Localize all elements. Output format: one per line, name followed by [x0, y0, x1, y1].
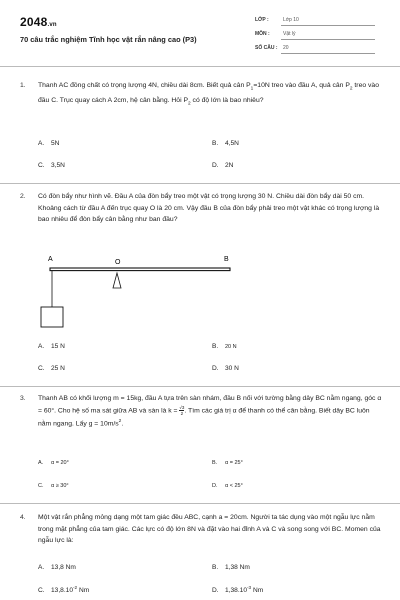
option-letter: B. [212, 140, 219, 147]
option-b[interactable] [212, 140, 239, 147]
option-text: α = 25° [225, 460, 243, 466]
option-b[interactable] [212, 343, 237, 350]
option-letter: B. [212, 460, 218, 466]
label-b: B [224, 256, 229, 263]
option-c[interactable] [38, 483, 69, 489]
option-letter: D. [212, 483, 218, 489]
option-text: 3,5N [51, 162, 65, 169]
option-a[interactable] [38, 343, 65, 350]
option-letter: C. [38, 587, 45, 595]
option-text: 30 N [225, 365, 239, 372]
page-header [0, 0, 400, 62]
pivot-triangle [113, 273, 121, 288]
question-text [38, 80, 383, 110]
question-number: 1. [20, 82, 26, 89]
option-a[interactable] [38, 140, 59, 147]
option-text: 13,8 Nm [51, 564, 76, 571]
fraction-denominator: 2 [180, 410, 184, 416]
meta-value: Lớp 10 [283, 17, 299, 23]
question-text-part: có độ lớn là bao nhiêu? [190, 96, 264, 104]
option-letter: D. [212, 587, 219, 595]
hanging-weight [41, 307, 63, 327]
option-d[interactable] [212, 585, 263, 594]
logo-suffix: .vn [47, 22, 57, 28]
superscript: 2 [118, 419, 122, 425]
fraction-numerator: √3 [179, 404, 185, 410]
meta-value: Vật lý [283, 31, 296, 37]
superscript: -3 [247, 585, 252, 590]
option-text: α < 25° [225, 483, 243, 489]
meta-class [255, 14, 375, 26]
option-d[interactable] [212, 162, 233, 169]
option-d[interactable] [212, 365, 239, 372]
option-letter: C. [38, 483, 44, 489]
option-text: 1,38 Nm [225, 564, 250, 571]
meta-underline [281, 53, 375, 54]
option-letter: D. [212, 365, 219, 372]
meta-subject [255, 28, 375, 40]
option-letter: A. [38, 140, 45, 147]
label-a: A [48, 256, 53, 263]
option-text: α = 20° [51, 460, 69, 466]
question-number: 3. [20, 395, 26, 402]
meta-underline [281, 25, 375, 26]
divider [0, 503, 400, 504]
option-letter: D. [212, 162, 219, 169]
document-title: 70 câu trắc nghiệm Tĩnh học vật rắn nâng cao (P3) [20, 35, 197, 44]
option-letter: A. [38, 460, 44, 466]
question-text-part: =10N treo vào đầu A, quả cân P [253, 82, 350, 89]
divider [0, 66, 400, 67]
logo-text: 2048 [20, 15, 48, 29]
meta-label: LỚP : [255, 17, 269, 23]
option-letter: C. [38, 365, 45, 372]
option-text: 20 N [225, 344, 237, 350]
meta-label: SỐ CÂU : [255, 45, 278, 51]
question-text: Một vật rắn phẳng mỏng dạng một tam giác đều ABC, cạnh a = 20cm. Người ta tác dụng vào một ngẫu lực nằm trong mặt phẳng của tam giác. Các lực có độ lớn 8N và đặt vào hai đỉnh A và C và song song với BC. Momen của ngẫu lực là: [38, 514, 381, 545]
label-o: O [115, 259, 121, 266]
lever-bar [50, 268, 230, 271]
option-unit: Nm [77, 587, 90, 595]
question-text-part: treo vào đầu C. Trục quay cách A 2cm, hệ cân bằng. Hỏi P [38, 82, 379, 104]
option-letter: A. [38, 343, 45, 350]
question-number: 4. [20, 514, 26, 521]
subscript: 2 [349, 86, 353, 92]
option-letter: B. [212, 343, 219, 350]
question-number: 2. [20, 193, 26, 200]
option-c[interactable] [38, 162, 65, 169]
option-letter: B. [212, 564, 219, 571]
option-unit: Nm [251, 587, 264, 595]
meta-count [255, 42, 375, 54]
option-text: 15 N [51, 343, 65, 350]
option-text: 13,8.10 [51, 587, 73, 595]
meta-label: MÔN : [255, 31, 270, 37]
site-logo[interactable] [20, 15, 57, 29]
option-c[interactable] [38, 365, 65, 372]
option-b[interactable] [212, 460, 243, 466]
option-c[interactable] [38, 585, 89, 594]
divider [0, 386, 400, 387]
option-letter: A. [38, 564, 45, 571]
question-text [38, 393, 383, 430]
question-text-part: . Tìm các giá trị α để thanh có thể cân bằng. Biết dây BC luôn nằm ngang. Lấy g = 10m/s [38, 406, 370, 428]
subscript: 1 [250, 86, 254, 92]
option-letter: C. [38, 162, 45, 169]
meta-underline [281, 39, 375, 40]
option-d[interactable] [212, 483, 243, 489]
question-text-part: Thanh AC đồng chất có trọng lượng 4N, chiều dài 8cm. Biết quả cân P [38, 82, 251, 89]
option-text: 25 N [51, 365, 65, 372]
option-text: α ≥ 30° [51, 483, 69, 489]
option-text: 2N [225, 162, 234, 169]
question-text-part: . [121, 420, 124, 428]
option-text: 4,5N [225, 140, 239, 147]
option-text: 5N [51, 140, 60, 147]
lever-diagram [20, 252, 320, 337]
subscript: 2 [188, 101, 191, 107]
option-a[interactable] [38, 564, 76, 571]
option-a[interactable] [38, 460, 69, 466]
option-b[interactable] [212, 564, 250, 571]
option-text: 1,38.10 [225, 587, 247, 595]
superscript: -2 [73, 585, 78, 590]
question-text-part: Thanh AB có khối lượng m = 15kg, đầu A tựa trên sàn nhám, đầu B nối với tường bằng dây BC nằm ngang, góc α = 60°. Cho hệ số ma sát giữa AB và sàn là k = [38, 395, 382, 414]
divider [0, 183, 400, 184]
meta-value: 20 [283, 45, 289, 51]
question-text: Có đòn bẩy như hình vẽ. Đầu A của đòn bẩy treo một vật có trọng lượng 30 N. Chiều dài đòn bẩy dài 50 cm. Khoảng cách từ đầu A đến trục quay O là 20 cm. Vậy đầu B của đòn bẩy phải treo một vật khác có trọng lượng là bao nhiêu để đòn bẩy cân bằng như ban đầu? [38, 193, 380, 224]
